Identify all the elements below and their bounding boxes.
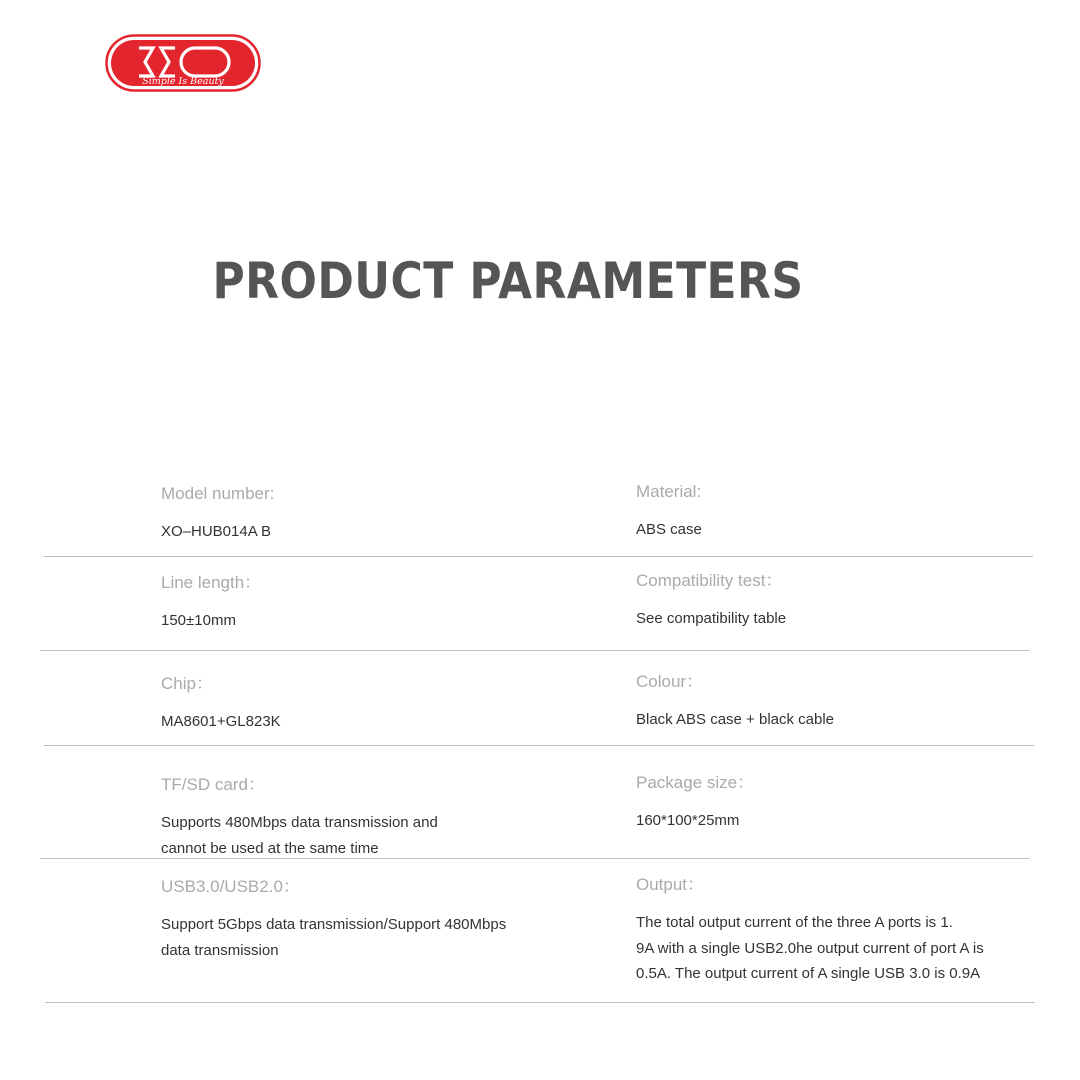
param-value: Black ABS case + black cable — [636, 711, 835, 728]
param-value: The total output current of the three A ports is 1. 9A with a single USB2.0he output current of port A is 0.5A. The output current of A single USB 3.0 is 0.9A — [636, 914, 984, 982]
param-label: Package size： — [636, 773, 755, 792]
param-model-number — [161, 483, 581, 545]
param-line-length — [161, 572, 581, 634]
param-label: Output： — [636, 875, 705, 894]
xo-logo-graphic — [105, 34, 261, 92]
param-colour — [636, 671, 1056, 733]
param-chip — [161, 673, 581, 735]
param-output — [636, 874, 1056, 987]
xo-logo — [105, 34, 261, 92]
param-value: Support 5Gbps data transmission/Support 480Mbps data transmission — [161, 916, 507, 959]
param-label: Chip： — [161, 674, 213, 693]
page-title: PRODUCT PARAMETERS — [212, 252, 804, 310]
param-label: TF/SD card： — [161, 775, 265, 794]
row-divider — [40, 858, 1029, 859]
param-label: Line length： — [161, 573, 262, 592]
param-label: USB3.0/USB2.0： — [161, 877, 300, 896]
param-package-size — [636, 772, 1056, 834]
param-label: Compatibility test： — [636, 571, 783, 590]
row-divider — [45, 1002, 1035, 1003]
row-divider — [44, 745, 1034, 746]
param-value: Supports 480Mbps data transmission and cannot be used at the same time — [161, 814, 438, 857]
param-usb-version — [161, 876, 601, 963]
param-value: 150±10mm — [161, 612, 236, 629]
param-label: Material: — [636, 482, 702, 501]
param-compatibility-test — [636, 570, 1056, 632]
param-value: 160*100*25mm — [636, 812, 740, 829]
param-value: See compatibility table — [636, 610, 787, 627]
row-divider — [40, 650, 1029, 651]
param-value: ABS case — [636, 521, 702, 538]
param-tf-sd-card — [161, 774, 581, 861]
param-label: Model number: — [161, 484, 275, 503]
param-material — [636, 481, 1056, 543]
row-divider — [44, 556, 1033, 557]
param-label: Colour： — [636, 672, 704, 691]
param-value: XO–HUB014A B — [161, 523, 272, 540]
svg-text:Simple Is Beauty: Simple Is Beauty — [142, 76, 224, 87]
param-value: MA8601+GL823K — [161, 713, 281, 730]
